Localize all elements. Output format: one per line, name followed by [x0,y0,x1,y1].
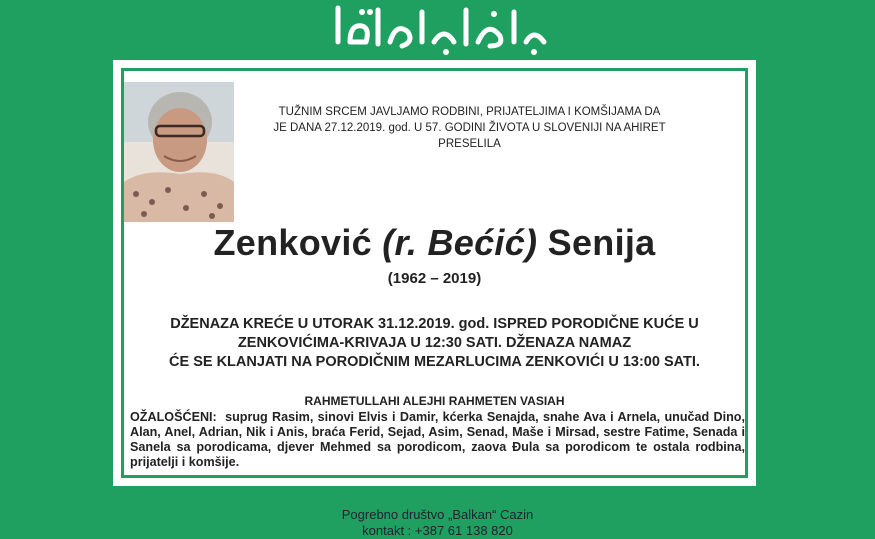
deceased-name [113,222,756,264]
intro-line: PRESELILA [438,138,501,150]
funeral-company: Pogrebno društvo „Balkan“ Cazin [341,507,534,522]
funeral-announcement [133,315,736,372]
mourners-text: suprug Rasim, sinovi Elvis i Damir, kćerka Senajda, snahe Ava i Arnela, unučad Dino, Alan, Anel, Adrian, Nik i Anis, braća Ferid, Sejad, Asim, Senad, Maše i Mirsad, sestre Fatime, Senada i Sanela sa porodicama, djever Mehmed sa porodicom, zaova Đula sa porodicom te ostala rodbina, prijatelji i komšije. [130,410,746,469]
maiden-name: (r. Bećić) [382,222,538,263]
announce-line: ĆE SE KLANJATI NA PORODIČNIM MEZARLUCIMA ZENKOVIĆI U 13:00 SATI. [169,354,700,370]
mourners-label: OŽALOŠĆENI: [130,410,217,424]
intro-text [233,104,706,152]
funeral-home-footer [0,507,875,539]
announce-line: DŽENAZA KREĆE U UTORAK 31.12.2019. god. ISPRED PORODIČNE KUĆE U [170,316,699,332]
life-years: (1962 – 2019) [387,270,482,287]
first-name: Senija [547,222,656,263]
mourners-list [130,410,745,470]
obituary-card [113,60,756,486]
announce-line: ZENKOVIĆIMA-KRIVAJA U 12:30 SATI. DŽENAZA NAMAZ [237,335,632,351]
arabic-calligraphy-header [0,0,875,60]
intro-line: TUŽNIM SRCEM JAVLJAMO RODBINI, PRIJATELJIMA I KOMŠIJAMA DA [278,106,661,118]
intro-line: JE DANA 27.12.2019. god. U 57. GODINI ŽIVOTA U SLOVENIJI NA AHIRET [273,122,666,134]
calligraphy-icon [318,2,558,58]
funeral-contact: kontakt : +387 61 138 820 [362,523,513,538]
surname: Zenković [213,222,372,263]
deceased-photo [124,82,234,222]
prayer-line: RAHMETULLAHI ALEJHI RAHMETEN VASIAH [304,394,565,408]
